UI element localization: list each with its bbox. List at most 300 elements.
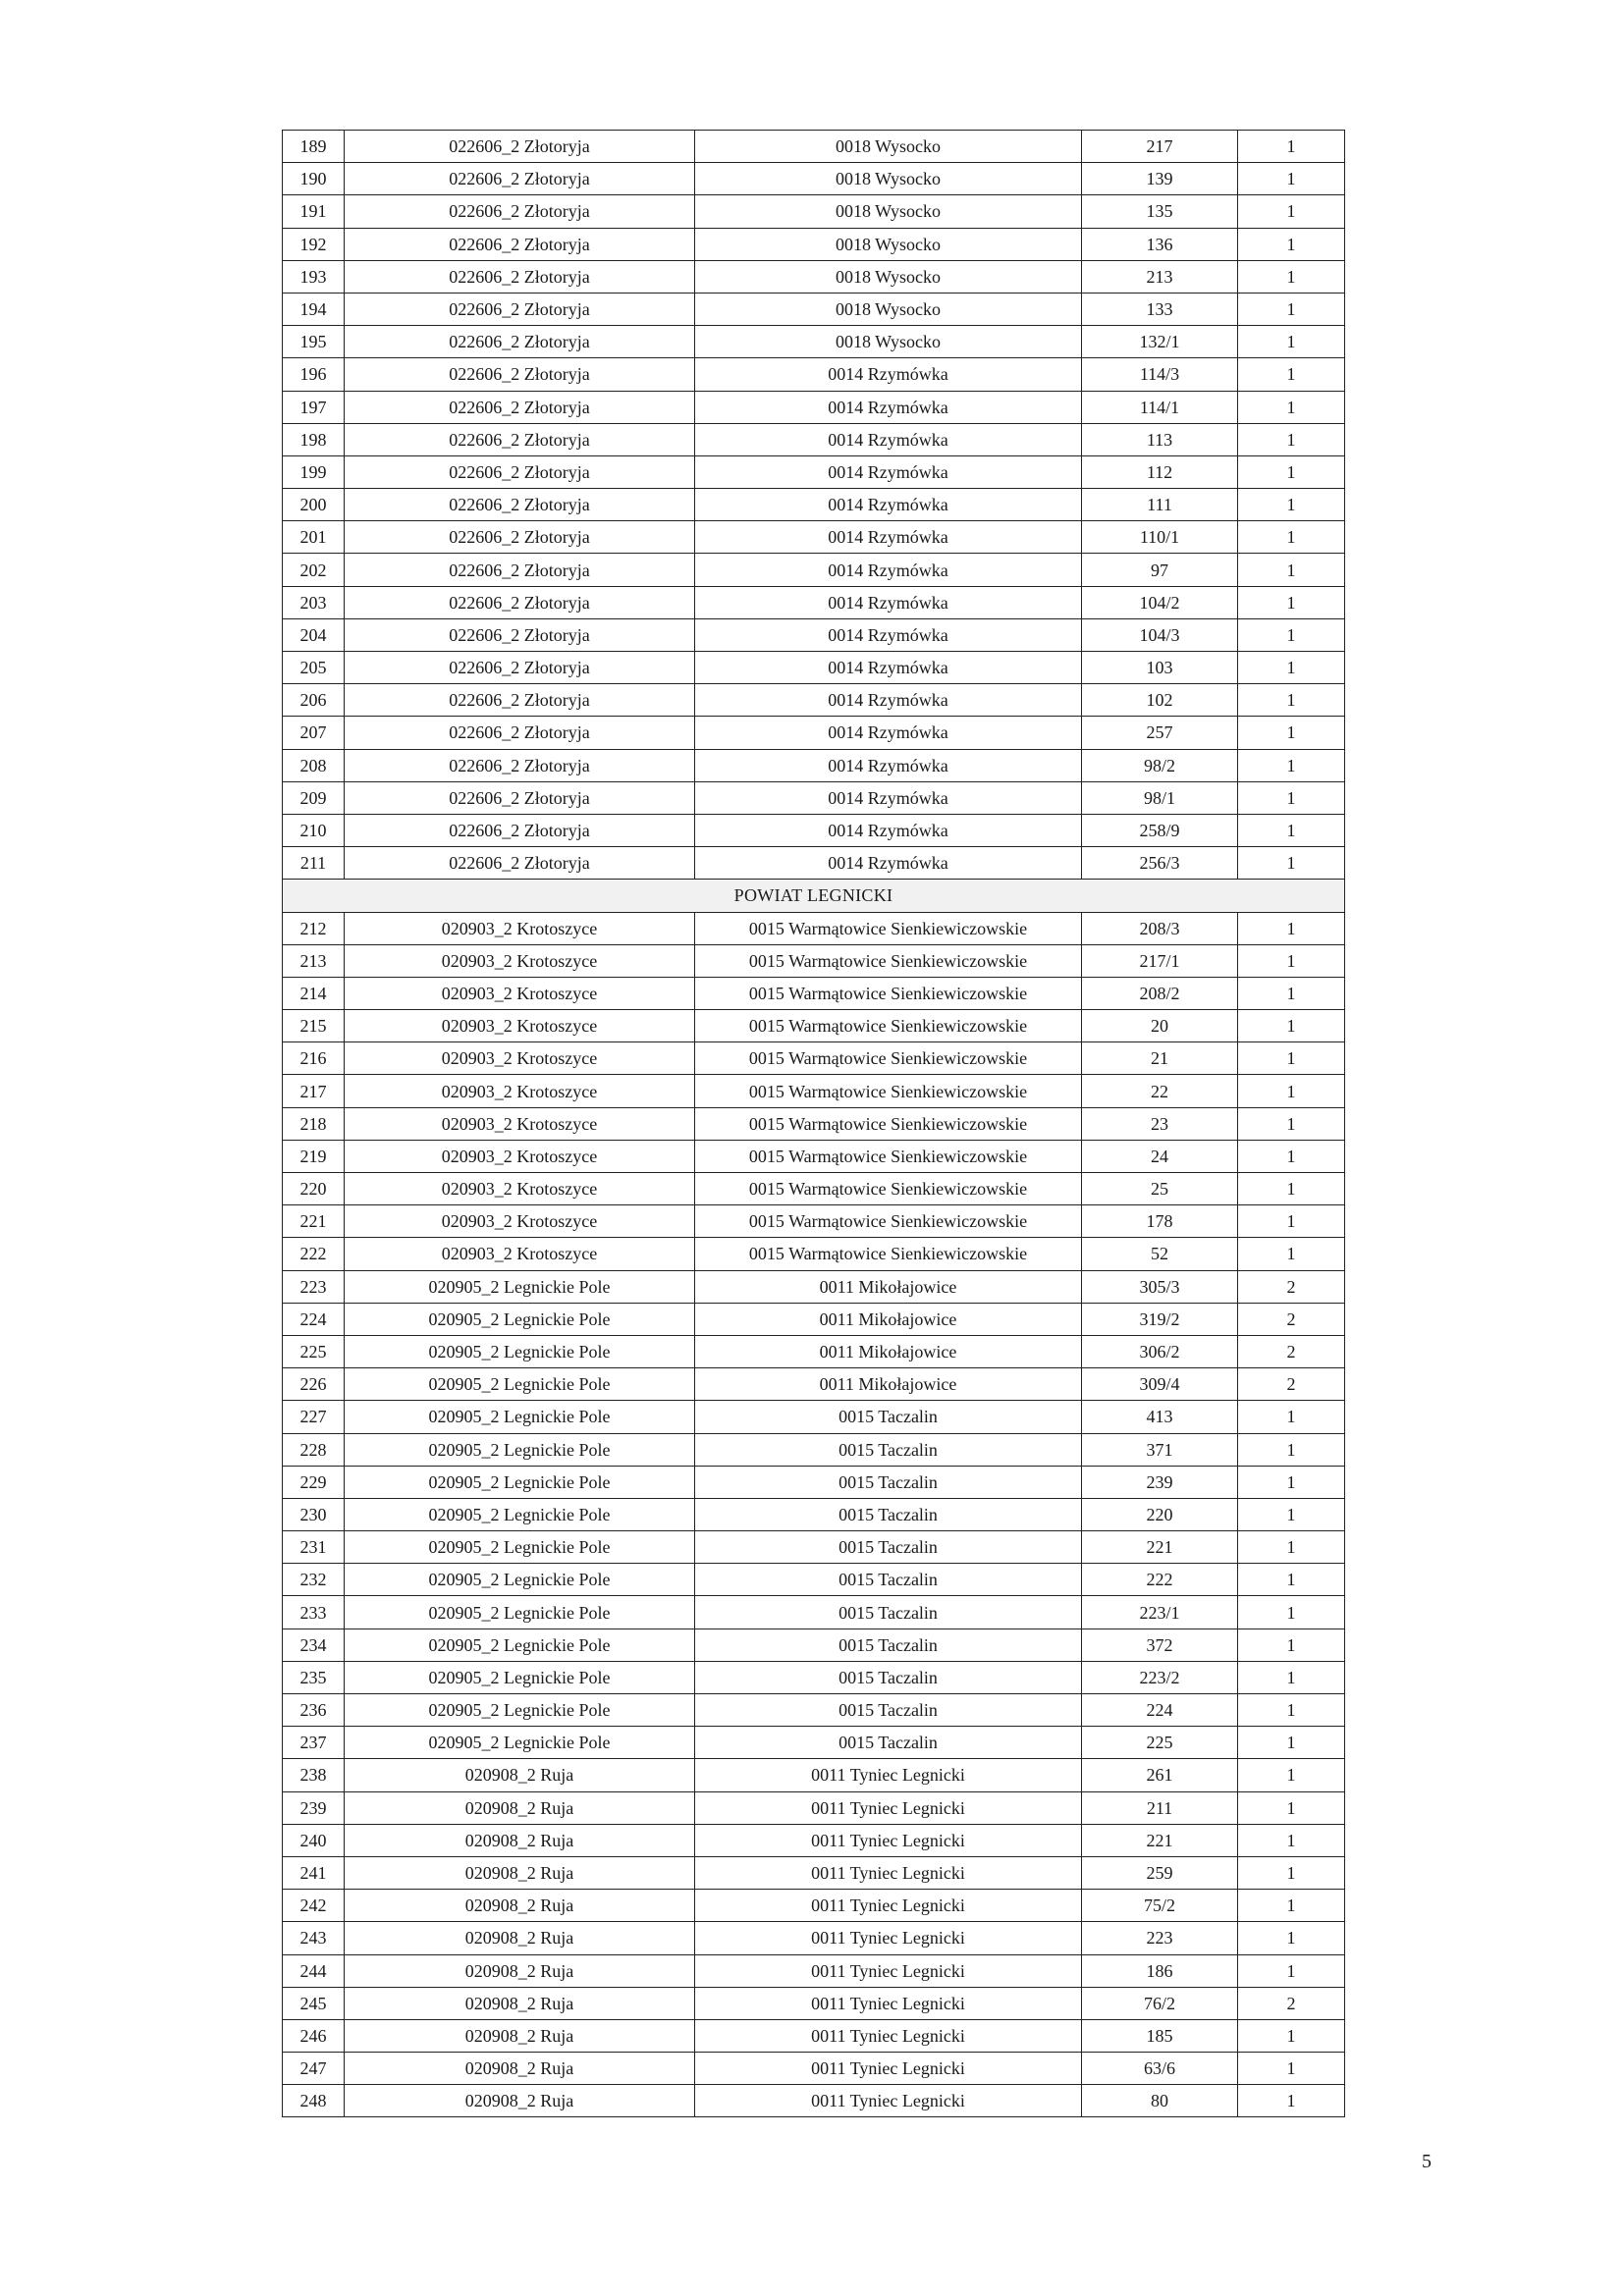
row-number-cell: 201 (283, 521, 345, 554)
parcel-number-cell: 309/4 (1082, 1368, 1238, 1401)
count-cell: 1 (1238, 717, 1345, 749)
precinct-cell: 0014 Rzymówka (695, 618, 1082, 651)
precinct-cell: 0014 Rzymówka (695, 749, 1082, 781)
row-number-cell: 209 (283, 781, 345, 814)
table-row (283, 423, 1345, 455)
commune-cell: 020905_2 Legnickie Pole (345, 1596, 695, 1629)
commune-cell: 020908_2 Ruja (345, 1856, 695, 1889)
table-row (283, 1010, 1345, 1042)
precinct-cell: 0014 Rzymówka (695, 586, 1082, 618)
row-number-cell: 238 (283, 1759, 345, 1791)
parcel-number-cell: 319/2 (1082, 1303, 1238, 1335)
commune-cell: 022606_2 Złotoryja (345, 781, 695, 814)
commune-cell: 022606_2 Złotoryja (345, 554, 695, 586)
table-row (283, 521, 1345, 554)
count-cell: 1 (1238, 977, 1345, 1009)
parcel-table-body (283, 131, 1345, 2117)
count-cell: 1 (1238, 1010, 1345, 1042)
commune-cell: 022606_2 Złotoryja (345, 195, 695, 228)
parcel-number-cell: 413 (1082, 1401, 1238, 1433)
row-number-cell: 215 (283, 1010, 345, 1042)
precinct-cell: 0018 Wysocko (695, 228, 1082, 260)
commune-cell: 020905_2 Legnickie Pole (345, 1564, 695, 1596)
precinct-cell: 0014 Rzymówka (695, 521, 1082, 554)
parcel-table (282, 130, 1345, 2117)
row-number-cell: 223 (283, 1270, 345, 1303)
table-row (283, 1270, 1345, 1303)
parcel-number-cell: 23 (1082, 1107, 1238, 1140)
row-number-cell: 217 (283, 1075, 345, 1107)
count-cell: 1 (1238, 684, 1345, 717)
count-cell: 1 (1238, 1173, 1345, 1205)
precinct-cell: 0011 Tyniec Legnicki (695, 1856, 1082, 1889)
table-row (283, 1727, 1345, 1759)
table-row (283, 1466, 1345, 1498)
commune-cell: 020903_2 Krotoszyce (345, 1107, 695, 1140)
row-number-cell: 245 (283, 1987, 345, 2019)
table-row (283, 1661, 1345, 1693)
parcel-number-cell: 224 (1082, 1694, 1238, 1727)
table-row (283, 977, 1345, 1009)
count-cell: 1 (1238, 652, 1345, 684)
parcel-number-cell: 25 (1082, 1173, 1238, 1205)
parcel-number-cell: 256/3 (1082, 847, 1238, 880)
precinct-cell: 0015 Taczalin (695, 1596, 1082, 1629)
count-cell: 1 (1238, 1759, 1345, 1791)
parcel-number-cell: 114/3 (1082, 358, 1238, 391)
table-row (283, 1075, 1345, 1107)
table-row (283, 1433, 1345, 1466)
count-cell: 1 (1238, 391, 1345, 423)
commune-cell: 020903_2 Krotoszyce (345, 1010, 695, 1042)
count-cell: 1 (1238, 1075, 1345, 1107)
table-row (283, 1922, 1345, 1954)
parcel-number-cell: 221 (1082, 1531, 1238, 1564)
table-row (283, 1564, 1345, 1596)
count-cell: 1 (1238, 1042, 1345, 1075)
section-header: POWIAT LEGNICKI (283, 880, 1345, 912)
count-cell: 1 (1238, 489, 1345, 521)
table-row (283, 1368, 1345, 1401)
commune-cell: 020908_2 Ruja (345, 1954, 695, 1987)
parcel-number-cell: 220 (1082, 1498, 1238, 1530)
count-cell: 1 (1238, 1107, 1345, 1140)
commune-cell: 020905_2 Legnickie Pole (345, 1466, 695, 1498)
parcel-number-cell: 217 (1082, 131, 1238, 163)
table-row (283, 1531, 1345, 1564)
count-cell: 1 (1238, 1661, 1345, 1693)
count-cell: 1 (1238, 1694, 1345, 1727)
table-row (283, 618, 1345, 651)
commune-cell: 022606_2 Złotoryja (345, 326, 695, 358)
table-row (283, 717, 1345, 749)
precinct-cell: 0011 Tyniec Legnicki (695, 1922, 1082, 1954)
precinct-cell: 0015 Warmątowice Sienkiewiczowskie (695, 1173, 1082, 1205)
precinct-cell: 0011 Tyniec Legnicki (695, 1791, 1082, 1824)
commune-cell: 020905_2 Legnickie Pole (345, 1694, 695, 1727)
commune-cell: 022606_2 Złotoryja (345, 749, 695, 781)
row-number-cell: 234 (283, 1629, 345, 1661)
row-number-cell: 219 (283, 1140, 345, 1172)
parcel-number-cell: 133 (1082, 293, 1238, 325)
commune-cell: 022606_2 Złotoryja (345, 293, 695, 325)
precinct-cell: 0014 Rzymówka (695, 391, 1082, 423)
commune-cell: 020908_2 Ruja (345, 1922, 695, 1954)
precinct-cell: 0014 Rzymówka (695, 814, 1082, 846)
count-cell: 1 (1238, 423, 1345, 455)
parcel-number-cell: 80 (1082, 2085, 1238, 2117)
commune-cell: 022606_2 Złotoryja (345, 163, 695, 195)
count-cell: 1 (1238, 455, 1345, 488)
row-number-cell: 248 (283, 2085, 345, 2117)
count-cell: 1 (1238, 260, 1345, 293)
row-number-cell: 224 (283, 1303, 345, 1335)
row-number-cell: 231 (283, 1531, 345, 1564)
row-number-cell: 190 (283, 163, 345, 195)
table-row (283, 195, 1345, 228)
count-cell: 1 (1238, 1564, 1345, 1596)
commune-cell: 020903_2 Krotoszyce (345, 1042, 695, 1075)
commune-cell: 020905_2 Legnickie Pole (345, 1727, 695, 1759)
row-number-cell: 206 (283, 684, 345, 717)
count-cell: 1 (1238, 228, 1345, 260)
row-number-cell: 220 (283, 1173, 345, 1205)
count-cell: 1 (1238, 1596, 1345, 1629)
parcel-number-cell: 221 (1082, 1824, 1238, 1856)
row-number-cell: 210 (283, 814, 345, 846)
table-row (283, 1335, 1345, 1367)
parcel-number-cell: 371 (1082, 1433, 1238, 1466)
count-cell: 1 (1238, 944, 1345, 977)
parcel-number-cell: 24 (1082, 1140, 1238, 1172)
commune-cell: 022606_2 Złotoryja (345, 847, 695, 880)
table-row (283, 652, 1345, 684)
commune-cell: 022606_2 Złotoryja (345, 489, 695, 521)
count-cell: 1 (1238, 1890, 1345, 1922)
table-row (283, 489, 1345, 521)
count-cell: 1 (1238, 847, 1345, 880)
count-cell: 1 (1238, 1629, 1345, 1661)
precinct-cell: 0015 Taczalin (695, 1564, 1082, 1596)
table-row (283, 1401, 1345, 1433)
count-cell: 1 (1238, 1824, 1345, 1856)
row-number-cell: 222 (283, 1238, 345, 1270)
precinct-cell: 0015 Taczalin (695, 1466, 1082, 1498)
parcel-number-cell: 135 (1082, 195, 1238, 228)
table-row (283, 1205, 1345, 1238)
parcel-number-cell: 259 (1082, 1856, 1238, 1889)
table-row (283, 358, 1345, 391)
parcel-number-cell: 136 (1082, 228, 1238, 260)
commune-cell: 020908_2 Ruja (345, 1824, 695, 1856)
precinct-cell: 0011 Mikołajowice (695, 1335, 1082, 1367)
table-row (283, 391, 1345, 423)
parcel-number-cell: 208/3 (1082, 912, 1238, 944)
precinct-cell: 0015 Warmątowice Sienkiewiczowskie (695, 1075, 1082, 1107)
commune-cell: 020908_2 Ruja (345, 1987, 695, 2019)
row-number-cell: 189 (283, 131, 345, 163)
count-cell: 1 (1238, 1922, 1345, 1954)
row-number-cell: 239 (283, 1791, 345, 1824)
count-cell: 2 (1238, 1987, 1345, 2019)
precinct-cell: 0015 Warmątowice Sienkiewiczowskie (695, 944, 1082, 977)
table-row (283, 1107, 1345, 1140)
count-cell: 1 (1238, 131, 1345, 163)
table-row (283, 749, 1345, 781)
count-cell: 1 (1238, 618, 1345, 651)
table-row (283, 1140, 1345, 1172)
parcel-number-cell: 75/2 (1082, 1890, 1238, 1922)
row-number-cell: 246 (283, 2019, 345, 2052)
commune-cell: 022606_2 Złotoryja (345, 814, 695, 846)
precinct-cell: 0014 Rzymówka (695, 358, 1082, 391)
parcel-number-cell: 111 (1082, 489, 1238, 521)
parcel-number-cell: 104/3 (1082, 618, 1238, 651)
precinct-cell: 0018 Wysocko (695, 326, 1082, 358)
parcel-number-cell: 217/1 (1082, 944, 1238, 977)
count-cell: 1 (1238, 814, 1345, 846)
parcel-number-cell: 110/1 (1082, 521, 1238, 554)
precinct-cell: 0014 Rzymówka (695, 554, 1082, 586)
commune-cell: 020905_2 Legnickie Pole (345, 1270, 695, 1303)
row-number-cell: 199 (283, 455, 345, 488)
parcel-number-cell: 22 (1082, 1075, 1238, 1107)
row-number-cell: 236 (283, 1694, 345, 1727)
table-row (283, 2085, 1345, 2117)
row-number-cell: 192 (283, 228, 345, 260)
commune-cell: 020903_2 Krotoszyce (345, 977, 695, 1009)
parcel-number-cell: 239 (1082, 1466, 1238, 1498)
table-row (283, 326, 1345, 358)
count-cell: 2 (1238, 1270, 1345, 1303)
row-number-cell: 203 (283, 586, 345, 618)
table-row (283, 1042, 1345, 1075)
table-row (283, 131, 1345, 163)
table-row (283, 944, 1345, 977)
count-cell: 1 (1238, 1791, 1345, 1824)
commune-cell: 022606_2 Złotoryja (345, 652, 695, 684)
precinct-cell: 0018 Wysocko (695, 260, 1082, 293)
row-number-cell: 202 (283, 554, 345, 586)
table-row (283, 1173, 1345, 1205)
row-number-cell: 241 (283, 1856, 345, 1889)
count-cell: 1 (1238, 1498, 1345, 1530)
page-number: 5 (1422, 2151, 1432, 2172)
count-cell: 2 (1238, 1368, 1345, 1401)
row-number-cell: 197 (283, 391, 345, 423)
row-number-cell: 196 (283, 358, 345, 391)
row-number-cell: 243 (283, 1922, 345, 1954)
row-number-cell: 191 (283, 195, 345, 228)
precinct-cell: 0015 Warmątowice Sienkiewiczowskie (695, 1205, 1082, 1238)
parcel-number-cell: 223 (1082, 1922, 1238, 1954)
parcel-number-cell: 223/1 (1082, 1596, 1238, 1629)
table-row (283, 163, 1345, 195)
commune-cell: 020908_2 Ruja (345, 1759, 695, 1791)
count-cell: 1 (1238, 1466, 1345, 1498)
commune-cell: 020903_2 Krotoszyce (345, 1205, 695, 1238)
parcel-number-cell: 225 (1082, 1727, 1238, 1759)
parcel-number-cell: 98/2 (1082, 749, 1238, 781)
table-row (283, 781, 1345, 814)
row-number-cell: 244 (283, 1954, 345, 1987)
table-row (283, 2019, 1345, 2052)
table-row (283, 1856, 1345, 1889)
commune-cell: 020905_2 Legnickie Pole (345, 1303, 695, 1335)
count-cell: 2 (1238, 1335, 1345, 1367)
table-row (283, 1987, 1345, 2019)
commune-cell: 020908_2 Ruja (345, 1791, 695, 1824)
precinct-cell: 0014 Rzymówka (695, 847, 1082, 880)
parcel-number-cell: 103 (1082, 652, 1238, 684)
table-row (283, 455, 1345, 488)
precinct-cell: 0011 Tyniec Legnicki (695, 1954, 1082, 1987)
parcel-number-cell: 306/2 (1082, 1335, 1238, 1367)
row-number-cell: 193 (283, 260, 345, 293)
row-number-cell: 208 (283, 749, 345, 781)
precinct-cell: 0015 Warmątowice Sienkiewiczowskie (695, 1010, 1082, 1042)
row-number-cell: 232 (283, 1564, 345, 1596)
parcel-number-cell: 178 (1082, 1205, 1238, 1238)
commune-cell: 022606_2 Złotoryja (345, 717, 695, 749)
precinct-cell: 0011 Mikołajowice (695, 1270, 1082, 1303)
table-row (283, 847, 1345, 880)
commune-cell: 020905_2 Legnickie Pole (345, 1531, 695, 1564)
precinct-cell: 0015 Taczalin (695, 1629, 1082, 1661)
parcel-number-cell: 305/3 (1082, 1270, 1238, 1303)
precinct-cell: 0015 Warmątowice Sienkiewiczowskie (695, 1140, 1082, 1172)
parcel-number-cell: 372 (1082, 1629, 1238, 1661)
row-number-cell: 226 (283, 1368, 345, 1401)
commune-cell: 022606_2 Złotoryja (345, 131, 695, 163)
table-row (283, 1596, 1345, 1629)
parcel-number-cell: 52 (1082, 1238, 1238, 1270)
count-cell: 1 (1238, 554, 1345, 586)
precinct-cell: 0014 Rzymówka (695, 781, 1082, 814)
count-cell: 1 (1238, 749, 1345, 781)
precinct-cell: 0018 Wysocko (695, 195, 1082, 228)
count-cell: 1 (1238, 1238, 1345, 1270)
precinct-cell: 0011 Tyniec Legnicki (695, 2085, 1082, 2117)
commune-cell: 022606_2 Złotoryja (345, 618, 695, 651)
precinct-cell: 0015 Taczalin (695, 1661, 1082, 1693)
commune-cell: 020905_2 Legnickie Pole (345, 1498, 695, 1530)
commune-cell: 022606_2 Złotoryja (345, 358, 695, 391)
parcel-number-cell: 185 (1082, 2019, 1238, 2052)
count-cell: 1 (1238, 1401, 1345, 1433)
table-row (283, 1694, 1345, 1727)
table-row (283, 293, 1345, 325)
precinct-cell: 0015 Warmątowice Sienkiewiczowskie (695, 1238, 1082, 1270)
parcel-number-cell: 104/2 (1082, 586, 1238, 618)
table-row (283, 2053, 1345, 2085)
precinct-cell: 0011 Tyniec Legnicki (695, 1824, 1082, 1856)
precinct-cell: 0014 Rzymówka (695, 489, 1082, 521)
precinct-cell: 0011 Tyniec Legnicki (695, 2019, 1082, 2052)
count-cell: 1 (1238, 2085, 1345, 2117)
row-number-cell: 212 (283, 912, 345, 944)
row-number-cell: 227 (283, 1401, 345, 1433)
parcel-number-cell: 257 (1082, 717, 1238, 749)
precinct-cell: 0011 Tyniec Legnicki (695, 1987, 1082, 2019)
precinct-cell: 0011 Tyniec Legnicki (695, 2053, 1082, 2085)
precinct-cell: 0011 Tyniec Legnicki (695, 1890, 1082, 1922)
commune-cell: 020905_2 Legnickie Pole (345, 1661, 695, 1693)
parcel-number-cell: 211 (1082, 1791, 1238, 1824)
count-cell: 1 (1238, 586, 1345, 618)
precinct-cell: 0014 Rzymówka (695, 423, 1082, 455)
count-cell: 1 (1238, 293, 1345, 325)
precinct-cell: 0015 Warmątowice Sienkiewiczowskie (695, 1042, 1082, 1075)
parcel-number-cell: 97 (1082, 554, 1238, 586)
count-cell: 1 (1238, 2053, 1345, 2085)
precinct-cell: 0014 Rzymówka (695, 455, 1082, 488)
precinct-cell: 0014 Rzymówka (695, 684, 1082, 717)
precinct-cell: 0015 Taczalin (695, 1727, 1082, 1759)
table-row (283, 684, 1345, 717)
commune-cell: 020903_2 Krotoszyce (345, 912, 695, 944)
parcel-number-cell: 112 (1082, 455, 1238, 488)
parcel-number-cell: 20 (1082, 1010, 1238, 1042)
precinct-cell: 0015 Warmątowice Sienkiewiczowskie (695, 977, 1082, 1009)
parcel-number-cell: 222 (1082, 1564, 1238, 1596)
count-cell: 1 (1238, 1531, 1345, 1564)
table-row (283, 1629, 1345, 1661)
precinct-cell: 0015 Taczalin (695, 1694, 1082, 1727)
count-cell: 1 (1238, 358, 1345, 391)
parcel-number-cell: 76/2 (1082, 1987, 1238, 2019)
table-row (283, 1303, 1345, 1335)
parcel-number-cell: 258/9 (1082, 814, 1238, 846)
count-cell: 1 (1238, 326, 1345, 358)
row-number-cell: 211 (283, 847, 345, 880)
row-number-cell: 225 (283, 1335, 345, 1367)
row-number-cell: 230 (283, 1498, 345, 1530)
commune-cell: 022606_2 Złotoryja (345, 391, 695, 423)
table-row (283, 1954, 1345, 1987)
row-number-cell: 240 (283, 1824, 345, 1856)
precinct-cell: 0015 Taczalin (695, 1531, 1082, 1564)
row-number-cell: 228 (283, 1433, 345, 1466)
row-number-cell: 237 (283, 1727, 345, 1759)
commune-cell: 022606_2 Złotoryja (345, 521, 695, 554)
table-row (283, 912, 1345, 944)
table-row (283, 1759, 1345, 1791)
commune-cell: 020905_2 Legnickie Pole (345, 1629, 695, 1661)
table-row (283, 586, 1345, 618)
count-cell: 1 (1238, 1205, 1345, 1238)
parcel-number-cell: 98/1 (1082, 781, 1238, 814)
precinct-cell: 0018 Wysocko (695, 293, 1082, 325)
count-cell: 1 (1238, 521, 1345, 554)
row-number-cell: 198 (283, 423, 345, 455)
commune-cell: 022606_2 Złotoryja (345, 423, 695, 455)
precinct-cell: 0011 Mikołajowice (695, 1368, 1082, 1401)
precinct-cell: 0014 Rzymówka (695, 652, 1082, 684)
precinct-cell: 0015 Taczalin (695, 1433, 1082, 1466)
table-row (283, 1791, 1345, 1824)
table-row (283, 814, 1345, 846)
commune-cell: 022606_2 Złotoryja (345, 586, 695, 618)
table-row (283, 1890, 1345, 1922)
row-number-cell: 213 (283, 944, 345, 977)
count-cell: 1 (1238, 195, 1345, 228)
commune-cell: 020908_2 Ruja (345, 2019, 695, 2052)
commune-cell: 020903_2 Krotoszyce (345, 1173, 695, 1205)
commune-cell: 020905_2 Legnickie Pole (345, 1368, 695, 1401)
row-number-cell: 216 (283, 1042, 345, 1075)
row-number-cell: 194 (283, 293, 345, 325)
